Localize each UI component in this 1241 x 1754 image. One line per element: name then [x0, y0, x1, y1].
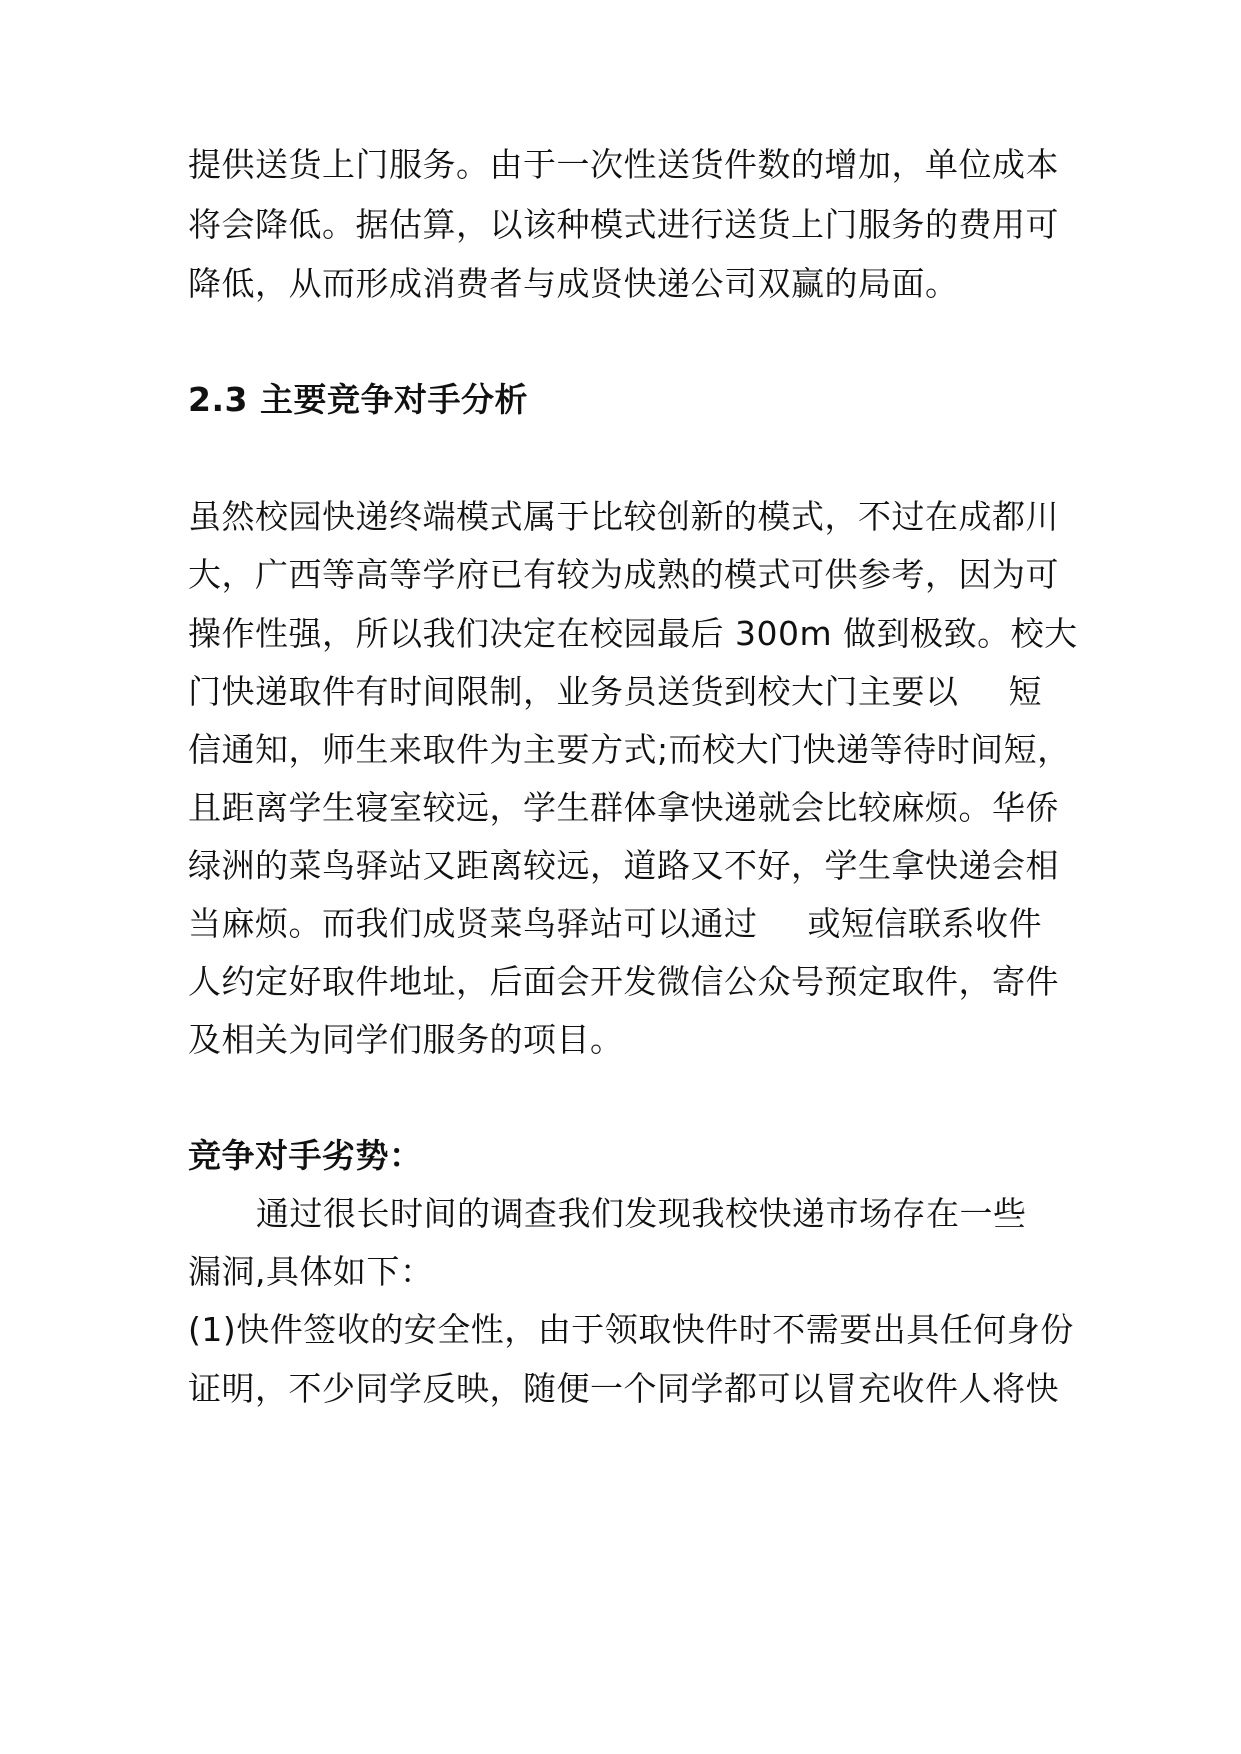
paragraph-2-line-3: 操作性强，所以我们决定在校园最后 300m 做到极致。校大 [188, 614, 1078, 653]
paragraph-2-line-1: 虽然校园快递终端模式属于比较创新的模式，不过在成都川 [188, 497, 1059, 536]
paragraph-2-line-4-end: 短 [1008, 672, 1042, 711]
paragraph-2-line-6: 且距离学生寝室较远，学生群体拿快递就会比较麻烦。华侨 [188, 788, 1059, 827]
paragraph-1-line-2: 将会降低。据估算，以该种模式进行送货上门服务的费用可 [188, 205, 1059, 244]
paragraph-2-line-8 [188, 901, 1068, 947]
paragraph-1-line-1: 提供送货上门服务。由于一次性送货件数的增加，单位成本 [188, 145, 1059, 184]
paragraph-2-line-4-start: 门快递取件有时间限制，业务员送货到校大门主要以 [188, 672, 959, 711]
subheading: 竞争对手劣势： [188, 1136, 423, 1175]
paragraph-2-line-4 [188, 669, 1068, 715]
paragraph-2-line-8-start: 当麻烦。而我们成贤菜鸟驿站可以通过 [188, 904, 758, 943]
list-item-1-line-2: 证明，不少同学反映，随便一个同学都可以冒充收件人将快 [188, 1369, 1059, 1408]
paragraph-2-line-2: 大，广西等高等学府已有较为成熟的模式可供参考，因为可 [188, 555, 1059, 594]
paragraph-2-line-8-end: 或短信联系收件 [807, 904, 1042, 943]
paragraph-1-line-3: 降低，从而形成消费者与成贤快递公司双赢的局面。 [188, 264, 959, 303]
paragraph-3-line-2: 漏洞,具体如下： [188, 1252, 434, 1291]
paragraph-2-line-9: 人约定好取件地址，后面会开发微信公众号预定取件，寄件 [188, 962, 1059, 1001]
paragraph-2-line-10: 及相关为同学们服务的项目。 [188, 1020, 624, 1059]
paragraph-2-line-7: 绿洲的菜鸟驿站又距离较远，道路又不好，学生拿快递会相 [188, 846, 1059, 885]
section-heading: 2.3 主要竞争对手分析 [188, 380, 528, 419]
list-item-1-line-1: (1)快件签收的安全性，由于领取快件时不需要出具任何身份 [188, 1310, 1074, 1349]
paragraph-2-line-5: 信通知，师生来取件为主要方式;而校大门快递等待时间短， [188, 730, 1071, 769]
paragraph-3-line-1: 通过很长时间的调查我们发现我校快递市场存在一些 [256, 1194, 1027, 1233]
